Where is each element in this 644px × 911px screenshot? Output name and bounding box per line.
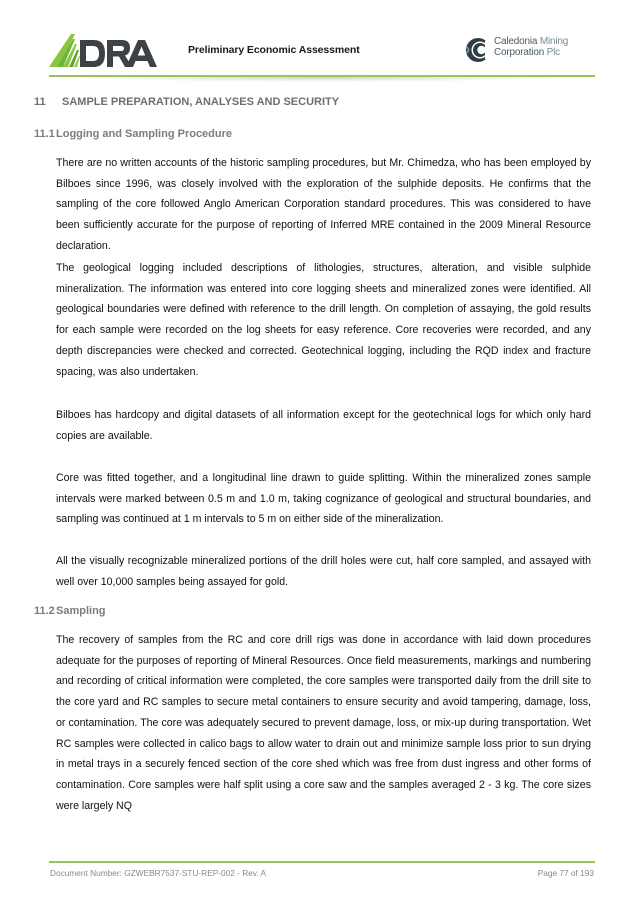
header-shadow — [60, 77, 580, 82]
paragraph: Core was fitted together, and a longitudinal line drawn to guide splitting. Within the mineralized zones sample intervals were marked between 0.5 m and 1.0 m, taking cognizance of geological and structural boundaries, and sampling was continued at 1 m intervals to 5 m on either side of the mineralization. — [56, 472, 591, 526]
header-title: Preliminary Economic Assessment — [188, 44, 360, 56]
paragraph: All the visually recognizable mineralized portions of the drill holes were cut, half core sampled, and assayed with well over 10,000 samples being assayed for gold. — [56, 555, 591, 588]
section-number: 11 — [34, 96, 46, 108]
paragraph: The geological logging included descriptions of lithologies, structures, alteration, and visible sulphide mineralization. The information was entered into core logging sheets and mineralized zones were identified. All geological boundaries were defined with reference to the drill length. On completion of assaying, the gold results for each sample were recorded on the log sheets for easy reference. Core recoveries were recorded, and any depth discrepancies were checked and corrected. Geotechnical logging, including the RQD index and fracture spacing, was also undertaken. — [56, 262, 591, 378]
caledonia-logo — [465, 36, 605, 66]
section-heading — [34, 96, 339, 108]
subsection-title: Sampling — [56, 605, 106, 617]
footer-divider — [49, 861, 595, 863]
paragraph: Bilboes has hardcopy and digital datasets of all information except for the geotechnical logs for which only hard copies are available. — [56, 409, 591, 442]
subsection-number: 11.1 — [34, 128, 55, 140]
paragraph: There are no written accounts of the historic sampling procedures, but Mr. Chimedza, who has been employed by Bilboes since 1996, was closely involved with the exploration of the sulphide deposits. He confirms that the sampling of the core followed Anglo American Corporation standard procedures. This was considered to have been sufficiently accurate for the purpose of reporting of Inferred MRE contained in the 2009 Mineral Resource declaration. — [56, 157, 591, 252]
subsection-heading-11-1 — [34, 128, 232, 140]
document-number: Document Number: GZWEBR7537-STU-REP-002 - Rev. A — [50, 868, 267, 878]
subsection-number: 11.2 — [34, 605, 55, 617]
dra-logo-icon — [49, 34, 159, 68]
subsection-heading-11-2 — [34, 605, 106, 617]
page-number: Page 77 of 193 — [537, 868, 594, 878]
caledonia-logo-icon — [465, 37, 491, 63]
page-header — [0, 0, 644, 80]
caledonia-logo-text: Caledonia Mining Corporation Plc — [494, 36, 569, 58]
subsection-title: Logging and Sampling Procedure — [56, 128, 233, 140]
section-title: SAMPLE PREPARATION, ANALYSES AND SECURITY — [62, 96, 340, 108]
paragraph: The recovery of samples from the RC and core drill rigs was done in accordance with laid down procedures adequate for the purposes of reporting of Mineral Resources. Once field measurements, markings and numbering and recording of critical information were completed, the core samples were transported daily from the drill site to the core yard and RC samples to secure metal containers to ensure security and avoid tampering, damage, loss, or contamination. The core was adequately secured to prevent damage, loss, or mix-up during transportation. Wet RC samples were collected in calico bags to allow water to drain out and minimize sample loss prior to sun drying in metal trays in a securely fenced section of the core shed which was free from dust ingress and other forms of contamination. Core samples were half split using a core saw and the samples averaged 2 - 3 kg. The core sizes were largely NQ — [56, 634, 591, 812]
